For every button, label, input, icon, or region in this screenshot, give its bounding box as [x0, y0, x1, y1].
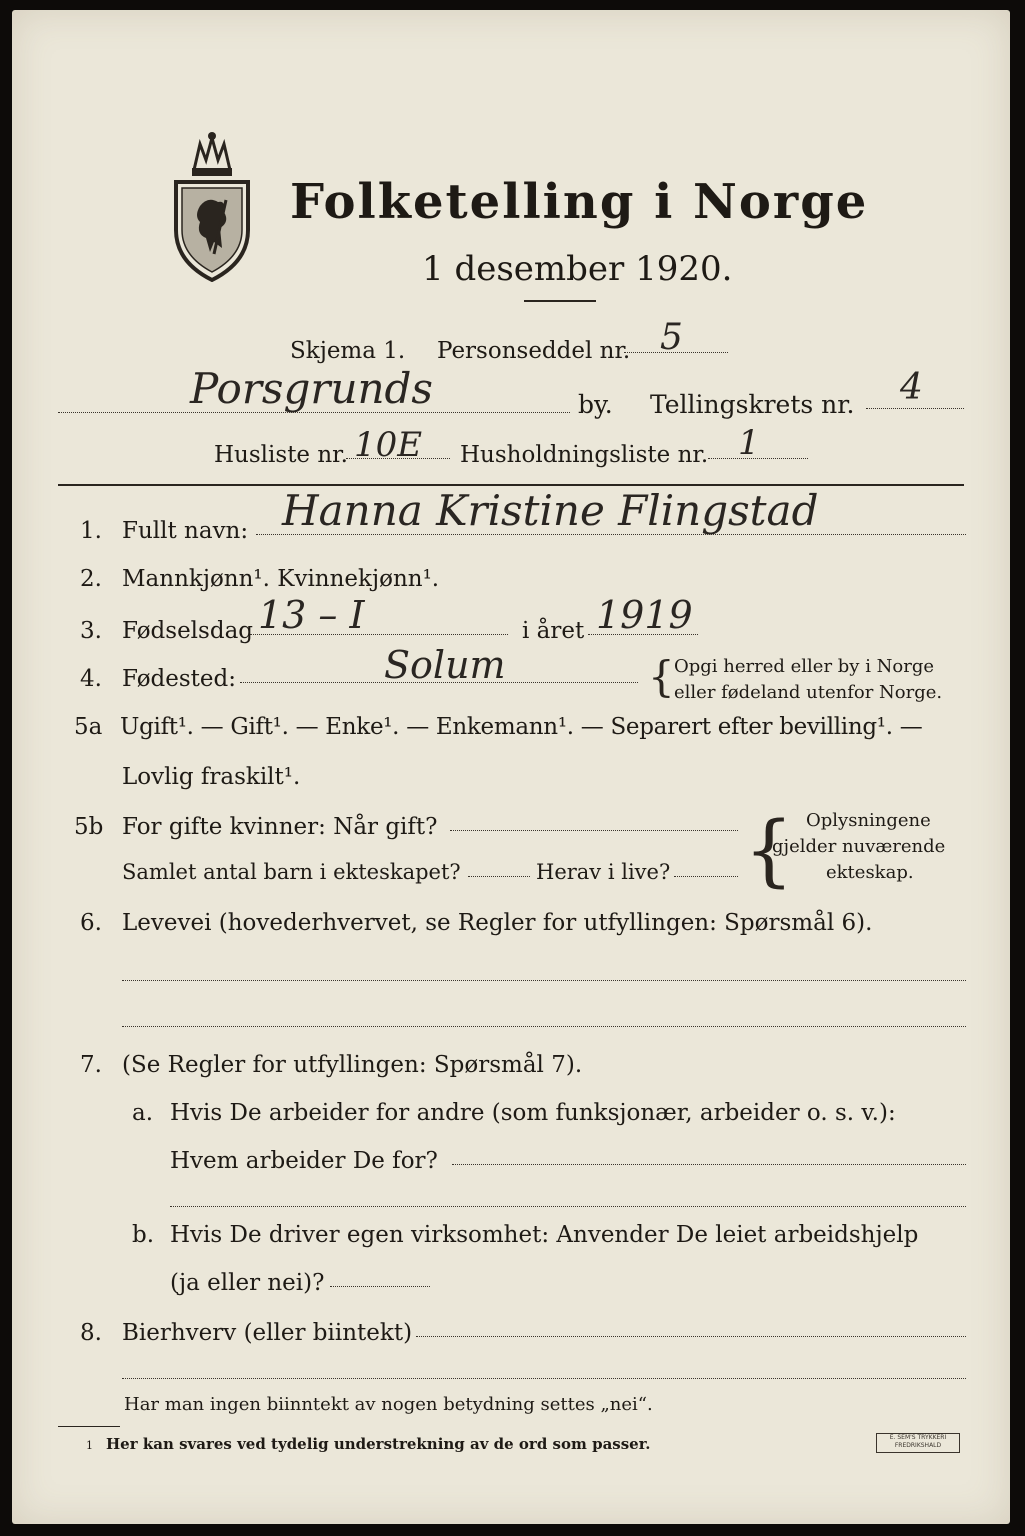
q2-label[interactable]: Mannkjønn¹. Kvinnekjønn¹.	[122, 566, 440, 592]
personseddel-value: 5	[660, 317, 683, 358]
full-name-value: Hanna Kristine Flingstad	[282, 486, 819, 535]
by-label: by.	[578, 390, 613, 419]
form-title: Folketelling i Norge	[290, 174, 869, 230]
husholdning-label: Husholdningsliste nr.	[460, 442, 709, 468]
title-rule	[524, 300, 596, 302]
q4-note-line2: eller fødeland utenfor Norge.	[674, 682, 943, 703]
printer-city: FREDRIKSHALD	[894, 1442, 942, 1449]
coat-of-arms-icon	[170, 130, 254, 282]
q4-label: Fødested:	[122, 666, 237, 692]
q2-number: 2.	[80, 566, 102, 592]
side-income-field-1[interactable]	[416, 1336, 966, 1337]
q4-note-brace: {	[648, 652, 675, 701]
q7-number: 7.	[80, 1052, 102, 1078]
husliste-value: 10E	[354, 425, 423, 465]
q5a-line1[interactable]: Ugift¹. — Gift¹. — Enke¹. — Enkemann¹. — Separert efter bevilling¹. —	[120, 714, 923, 740]
tellingskrets-field[interactable]	[866, 408, 964, 409]
q7-label: (Se Regler for utfyllingen: Spørsmål 7).	[122, 1052, 583, 1078]
occupation-field-1[interactable]	[122, 980, 966, 981]
q7a-line2: Hvem arbeider De for?	[170, 1148, 438, 1174]
q5a-line2[interactable]: Lovlig fraskilt¹.	[122, 764, 301, 790]
birthdate-value: 13 – I	[258, 593, 365, 637]
q6-number: 6.	[80, 910, 102, 936]
q5b-note-line3: ekteskap.	[826, 862, 914, 883]
employer-field-2[interactable]	[170, 1206, 966, 1207]
q5b-note-line2: gjelder nuværende	[772, 836, 946, 857]
q7b-line2: (ja eller nei)?	[170, 1270, 325, 1296]
hired-help-field[interactable]	[330, 1286, 430, 1287]
q5b-line2a: Samlet antal barn i ekteskapet?	[122, 860, 461, 884]
census-date: 1 desember 1920.	[422, 249, 733, 289]
q6-label: Levevei (hovederhvervet, se Regler for utfyllingen: Spørsmål 6).	[122, 910, 873, 936]
husholdning-value: 1	[738, 423, 760, 463]
q7b-line1: Hvis De driver egen virksomhet: Anvender De leiet arbeidshjelp	[170, 1222, 919, 1248]
q7a-line1: Hvis De arbeider for andre (som funksjonær, arbeider o. s. v.):	[170, 1100, 896, 1126]
q5b-number: 5b	[74, 814, 104, 840]
q5b-line1: For gifte kvinner: Når gift?	[122, 814, 438, 840]
printer-stamp	[876, 1433, 960, 1453]
children-count-field[interactable]	[468, 876, 530, 877]
personseddel-label: Personseddel nr.	[437, 338, 631, 364]
q3-label: Fødselsdag	[122, 618, 254, 644]
q7b-letter: b.	[132, 1222, 155, 1248]
employer-field-1[interactable]	[452, 1164, 966, 1165]
q5a-number: 5a	[74, 714, 103, 740]
tellingskrets-value: 4	[900, 367, 923, 408]
children-alive-field[interactable]	[674, 876, 738, 877]
q4-number: 4.	[80, 666, 102, 692]
footnote-mark: 1	[86, 1439, 93, 1452]
city-value: Porsgrunds	[190, 364, 433, 413]
q1-label: Fullt navn:	[122, 518, 249, 544]
q3-year-label: i året	[522, 618, 585, 644]
married-date-field[interactable]	[450, 830, 738, 831]
side-income-field-2[interactable]	[122, 1378, 966, 1379]
skjema-label: Skjema 1.	[290, 338, 406, 364]
printer-name: E. SEM'S TRYKKERI	[889, 1434, 947, 1441]
q5b-note-brace: {	[744, 806, 794, 896]
q5b-line2b: Herav i live?	[536, 860, 671, 884]
q4-note-line1: Opgi herred eller by i Norge	[674, 656, 935, 677]
husliste-label: Husliste nr.	[214, 442, 348, 468]
q1-number: 1.	[80, 518, 102, 544]
q8-note: Har man ingen biinntekt av nogen betydning settes „nei“.	[124, 1394, 653, 1415]
q3-number: 3.	[80, 618, 102, 644]
footnote-rule	[58, 1426, 120, 1427]
occupation-field-2[interactable]	[122, 1026, 966, 1027]
q8-label: Bierhverv (eller biintekt)	[122, 1320, 413, 1346]
birthyear-value: 1919	[596, 593, 693, 637]
q8-number: 8.	[80, 1320, 102, 1346]
tellingskrets-label: Tellingskrets nr.	[650, 390, 855, 419]
birthplace-value: Solum	[384, 643, 506, 687]
q5b-note-line1: Oplysningene	[806, 810, 931, 831]
q7a-letter: a.	[132, 1100, 154, 1126]
footnote-text: Her kan svares ved tydelig understrekning av de ord som passer.	[106, 1435, 651, 1453]
